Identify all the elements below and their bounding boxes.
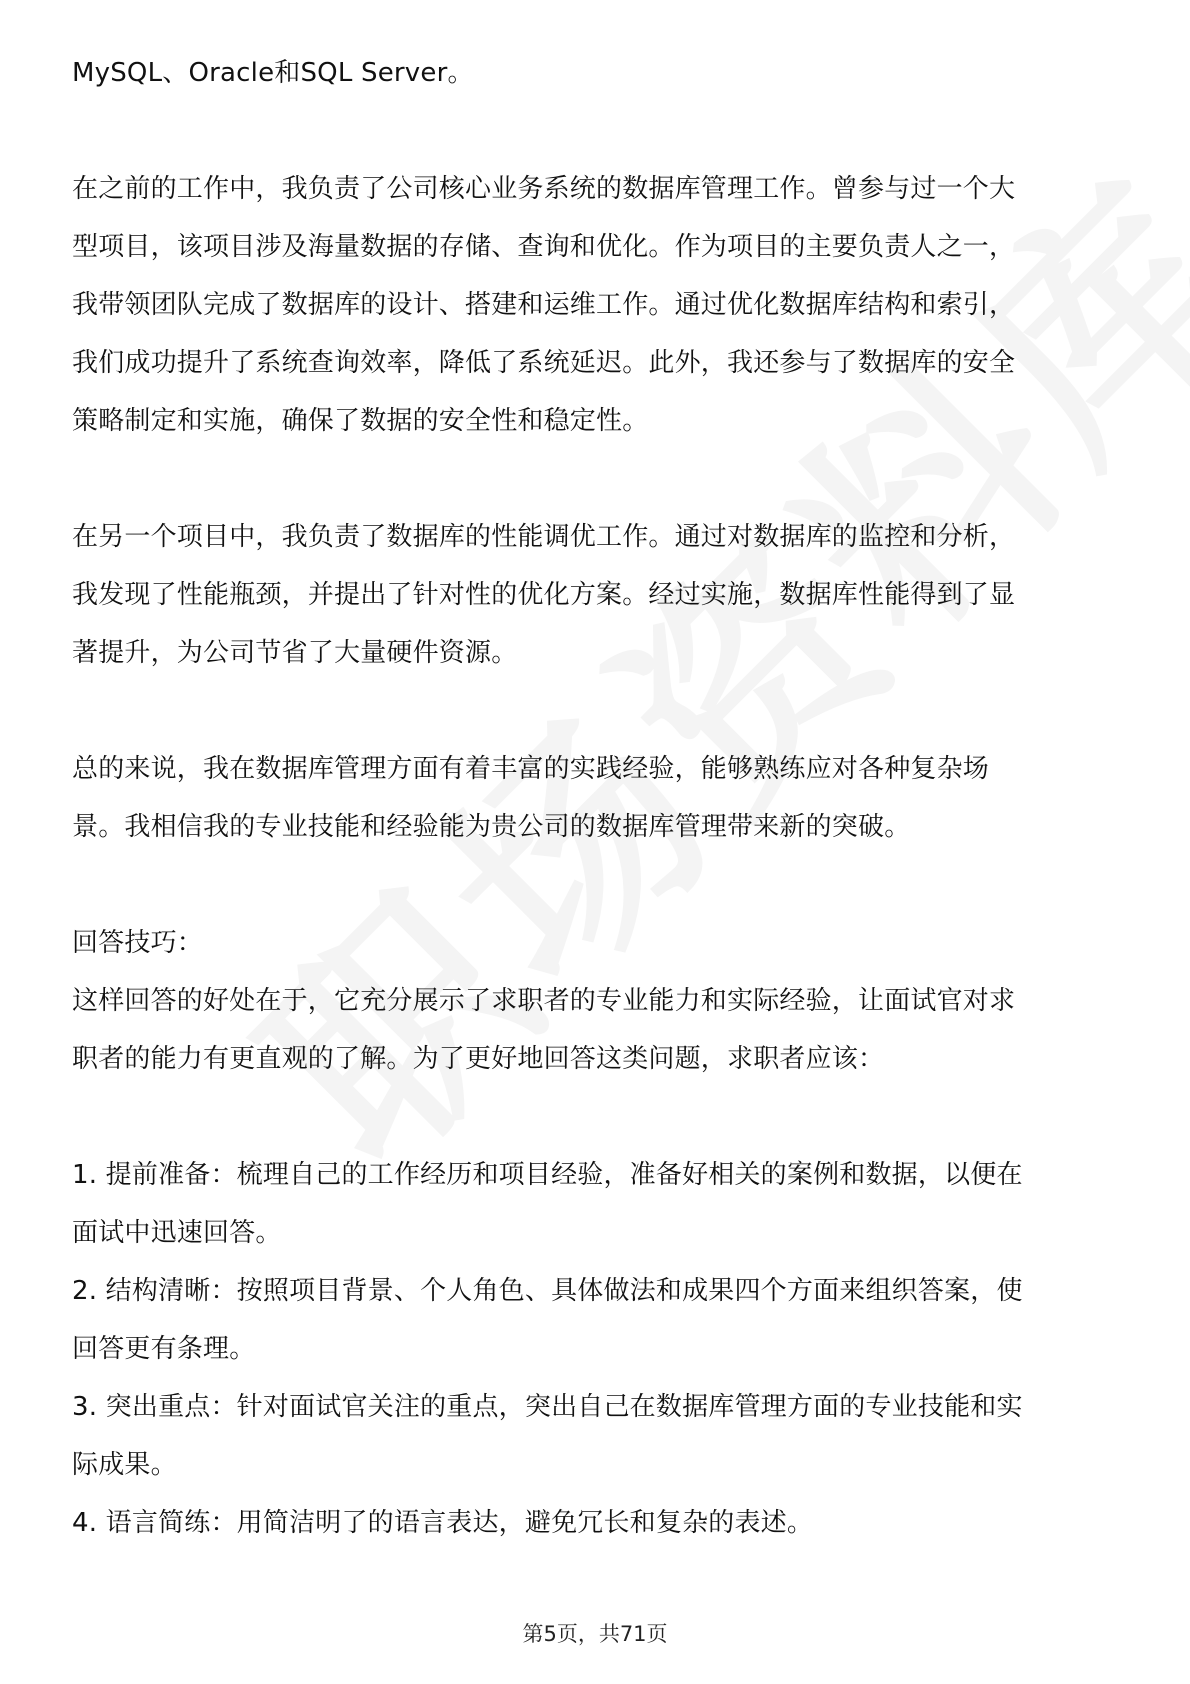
text-line: 型项目，该项目涉及海量数据的存储、查询和优化。作为项目的主要负责人之一， <box>72 232 1016 262</box>
paragraph-gap <box>72 682 1122 740</box>
text-line: 我发现了性能瓶颈，并提出了针对性的优化方案。经过实施，数据库性能得到了显 <box>72 580 1016 610</box>
section-heading: 回答技巧： <box>72 928 204 958</box>
text-line: MySQL、Oracle和SQL Server。 <box>72 58 474 88</box>
text-line: 我带领团队完成了数据库的设计、搭建和运维工作。通过优化数据库结构和索引， <box>72 290 1016 320</box>
text-line: 职者的能力有更直观的了解。为了更好地回答这类问题，求职者应该： <box>72 1044 885 1074</box>
text-line: 在另一个项目中，我负责了数据库的性能调优工作。通过对数据库的监控和分析， <box>72 522 1016 552</box>
text-line: 在之前的工作中，我负责了公司核心业务系统的数据库管理工作。曾参与过一个大 <box>72 174 1016 204</box>
text-line: 总的来说，我在数据库管理方面有着丰富的实践经验，能够熟练应对各种复杂场 <box>72 754 990 784</box>
paragraph-gap <box>72 1088 1122 1146</box>
text-line: 景。我相信我的专业技能和经验能为贵公司的数据库管理带来新的突破。 <box>72 812 911 842</box>
page-body <box>72 44 1122 1552</box>
paragraph-gap <box>72 102 1122 160</box>
paragraph-gap <box>72 450 1122 508</box>
text-line: 我们成功提升了系统查询效率，降低了系统延迟。此外，我还参与了数据库的安全 <box>72 348 1016 378</box>
list-item-line: 2. 结构清晰：按照项目背景、个人角色、具体做法和成果四个方面来组织答案，使 <box>72 1276 1023 1306</box>
paragraph-gap <box>72 856 1122 914</box>
text-line: 策略制定和实施，确保了数据的安全性和稳定性。 <box>72 406 649 436</box>
list-item-line: 1. 提前准备：梳理自己的工作经历和项目经验，准备好相关的案例和数据，以便在 <box>72 1160 1023 1190</box>
text-line: 著提升，为公司节省了大量硬件资源。 <box>72 638 518 668</box>
list-item-line: 面试中迅速回答。 <box>72 1218 282 1248</box>
list-item-line: 际成果。 <box>72 1450 177 1480</box>
page-number: 第5页，共71页 <box>522 1622 668 1646</box>
list-item-line: 回答更有条理。 <box>72 1334 256 1364</box>
text-line: 这样回答的好处在于，它充分展示了求职者的专业能力和实际经验，让面试官对求 <box>72 986 1016 1016</box>
list-item-line: 4. 语言简练：用简洁明了的语言表达，避免冗长和复杂的表述。 <box>72 1508 814 1538</box>
list-item-line: 3. 突出重点：针对面试官关注的重点，突出自己在数据库管理方面的专业技能和实 <box>72 1392 1023 1422</box>
